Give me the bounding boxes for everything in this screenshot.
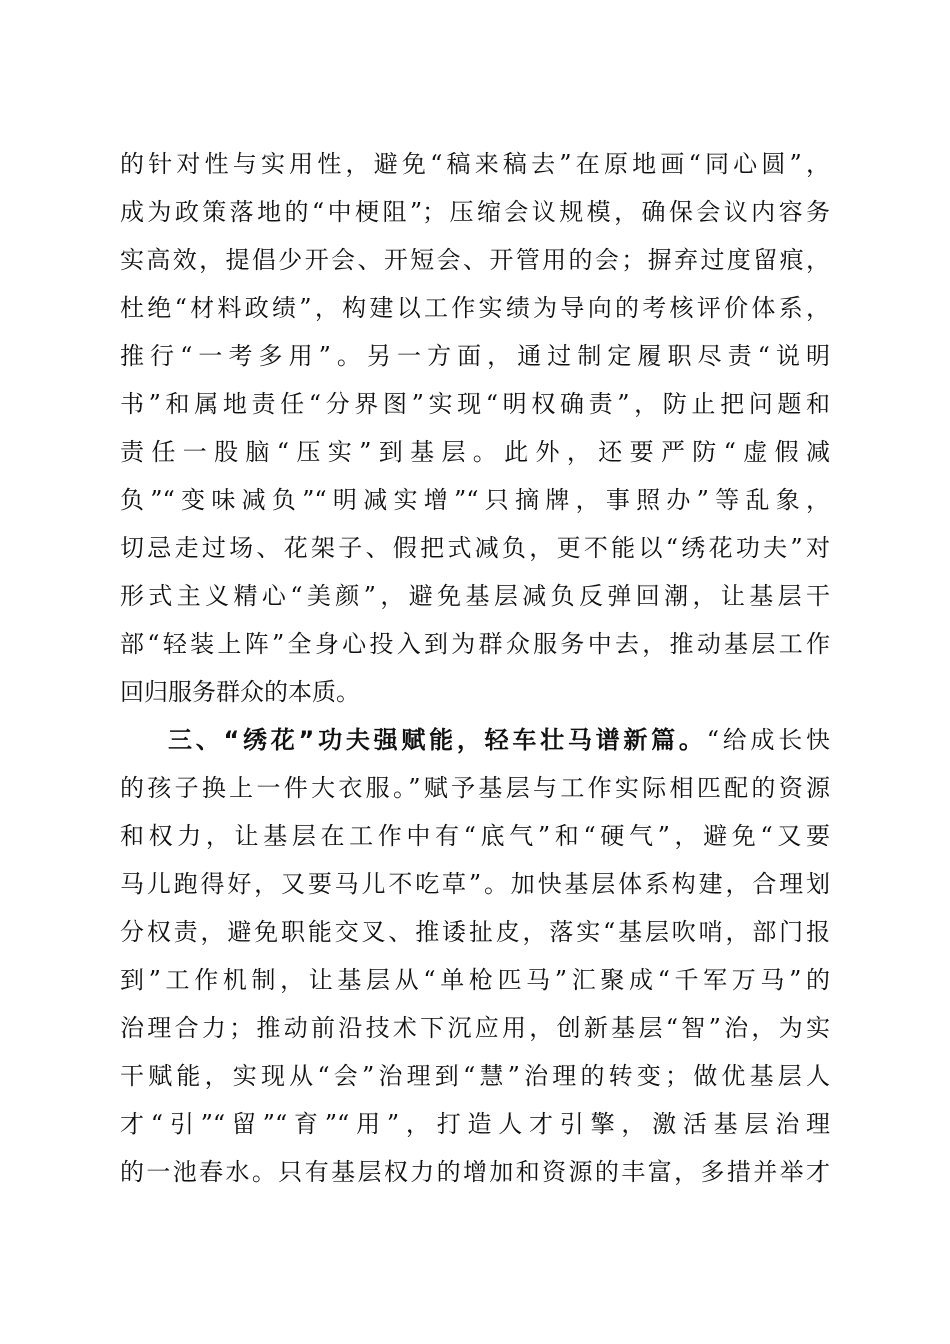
body-text-line: 切忌走过场、花架子、假把式减负，更不能以“绣花功夫”对 (120, 534, 830, 562)
body-text-line: 治理合力；推动前沿技术下沉应用，创新基层“智”治，为实 (120, 1014, 830, 1042)
body-text-line: 马儿跑得好，又要马儿不吃草”。加快基层体系构建，合理划 (120, 870, 830, 898)
body-text-line: 干赋能，实现从“会”治理到“慧”治理的转变；做优基层人 (120, 1062, 830, 1090)
body-text-line: 责任一股脑“压实”到基层。此外，还要严防“虚假减 (120, 438, 830, 466)
body-text-line: 的针对性与实用性，避免“稿来稿去”在原地画“同心圆”， (120, 150, 830, 178)
body-text-line: 和权力，让基层在工作中有“底气”和“硬气”，避免“又要 (120, 822, 830, 850)
section-heading-line (168, 717, 830, 763)
body-text-line: 负”“变味减负”“明减实增”“只摘牌，事照办”等乱象， (120, 486, 830, 514)
section-heading: 三、“绣花”功夫强赋能，轻车壮马谱新篇。 (168, 726, 707, 754)
body-text-line: 回归服务群众的本质。 (120, 678, 360, 706)
body-text-line: 实高效，提倡少开会、开短会、开管用的会；摒弃过度留痕， (120, 246, 830, 274)
body-text-line: 才“引”“留”“育”“用”，打造人才引擎，激活基层治理 (120, 1110, 830, 1138)
body-text-line: 的孩子换上一件大衣服。”赋予基层与工作实际相匹配的资源 (120, 774, 830, 802)
body-text-line: 到”工作机制，让基层从“单枪匹马”汇聚成“千军万马”的 (120, 966, 830, 994)
body-text-line: 部“轻装上阵”全身心投入到为群众服务中去，推动基层工作 (120, 630, 830, 658)
body-text-line: 杜绝“材料政绩”，构建以工作实绩为导向的考核评价体系， (120, 294, 830, 322)
body-text-line: 形式主义精心“美颜”，避免基层减负反弹回潮，让基层干 (120, 582, 830, 610)
body-text-line: 推行“一考多用”。另一方面，通过制定履职尽责“说明 (120, 342, 830, 370)
body-text-line: 的一池春水。只有基层权力的增加和资源的丰富，多措并举才 (120, 1158, 830, 1186)
body-text-line: 成为政策落地的“中梗阻”；压缩会议规模，确保会议内容务 (120, 198, 830, 226)
body-text-line: 分权责，避免职能交叉、推诿扯皮，落实“基层吹哨，部门报 (120, 918, 830, 946)
body-text-inline: “给成长快 (706, 726, 831, 754)
body-text-line: 书”和属地责任“分界图”实现“明权确责”，防止把问题和 (120, 390, 830, 418)
